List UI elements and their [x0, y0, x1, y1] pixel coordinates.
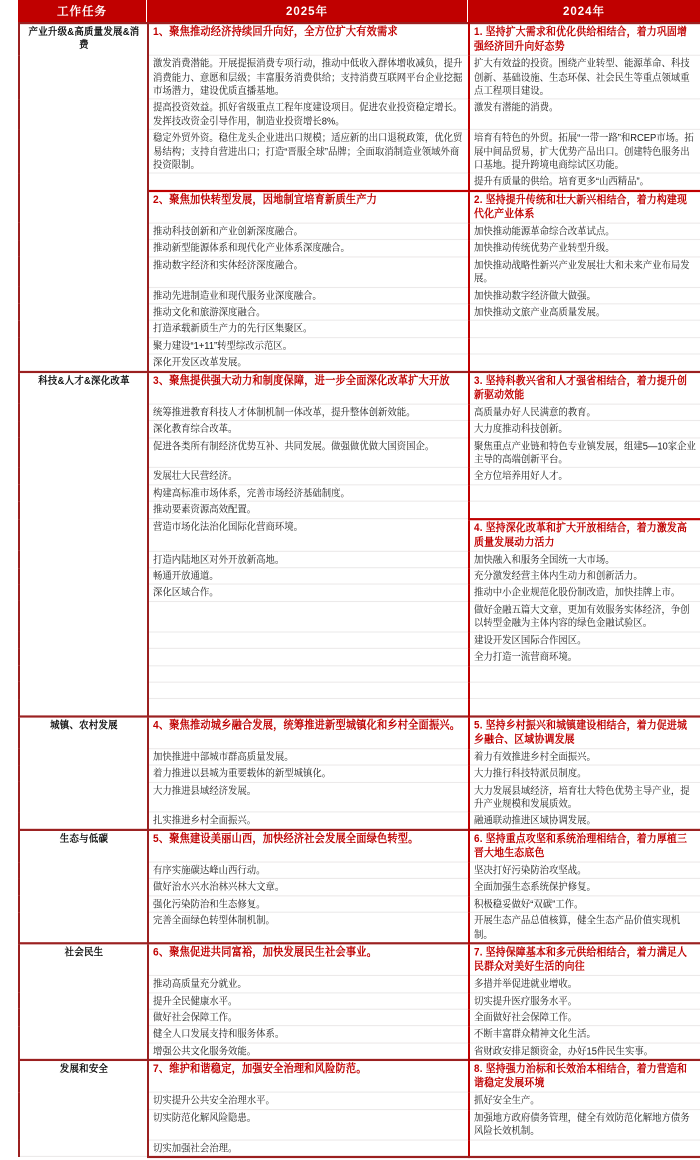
cell-2024-item: 切实提升医疗服务水平。: [469, 992, 700, 1009]
cell-2025-item: 统筹推进教育科技人才体制机制一体改革，提升整体创新效能。: [148, 404, 469, 421]
header-task-column: 工作任务: [18, 0, 147, 22]
cell-2024-item: 加快推动传统优势产业转型升级。: [469, 240, 700, 257]
cell-2024-item: 充分激发经营主体内生动力和创新活力。: [469, 568, 700, 585]
table-header-row: [0, 0, 700, 22]
cell-2024-item: 全面做好社会保障工作。: [469, 1009, 700, 1026]
cell-2025-item: 扎实推进乡村全面振兴。: [148, 812, 469, 829]
cell-2025-item: 深化开发区改革发展。: [148, 354, 469, 371]
header-left-gutter: [0, 0, 18, 22]
cell-2025-item: 提高投资效益。抓好省级重点工程年度建设项目。促进农业投资稳定增长。发挥技改资金引导作用，制造业投资增长8%。: [148, 99, 469, 129]
cell-2024-item: 培育有特色的外贸。拓展“一带一路”和RCEP市场。拓展中间品贸易，扩大优势产品出口。创建特色服务出口基地。提升跨境电商综试区功能。: [469, 130, 700, 174]
cell-2024-heading: 8. 坚持强力治标和长效治本相结合，着力营造和谐稳定发展环境: [469, 1060, 700, 1092]
cell-2024-item: 开展生态产品总值核算，健全生态产品价值实现机制。: [469, 912, 700, 943]
table-row: [19, 1060, 700, 1092]
cell-2024-item: 着力有效推进乡村全面振兴。: [469, 748, 700, 765]
table-row: [19, 943, 700, 975]
cell-2025-item: 做好社会保障工作。: [148, 1009, 469, 1026]
cell-2025-empty: [148, 173, 469, 190]
cell-2024-empty: [469, 501, 700, 518]
cell-2025-item: 发展壮大民营经济。: [148, 468, 469, 485]
cell-2024-item: 激发有潜能的消费。: [469, 99, 700, 129]
cell-2025-item: 大力推进县域经济发展。: [148, 782, 469, 812]
cell-2024-item: 加快融入和服务全国统一大市场。: [469, 551, 700, 568]
cell-2025-item: 打造承载新质生产力的先行区集聚区。: [148, 321, 469, 338]
cell-2025-item: 促进各类所有制经济优势互补、共同发展。做强做优做大国资国企。: [148, 437, 469, 467]
cell-2024-heading: 1. 坚持扩大需求和优化供给相结合，着力巩固增强经济回升向好态势: [469, 23, 700, 55]
cell-2025-item: 有序实施碳达峰山西行动。: [148, 862, 469, 879]
category-label: 科技&人才&深化改革: [19, 372, 148, 717]
cell-2025-item: 激发消费潜能。开展提振消费专项行动，推动中低收入群体增收减负，提升消费能力、意愿和层级；丰富服务消费供给；支持消费互联网平台企业挖掘市场潜力，建设优质直播基地。: [148, 55, 469, 99]
cell-2024-item: 加强地方政府债务管理，健全有效防范化解地方债务风险长效机制。: [469, 1109, 700, 1139]
category-label: 产业升级&高质量发展&消费: [19, 23, 148, 371]
cell-2024-heading: 2. 坚持提升传统和壮大新兴相结合，着力构建现代化产业体系: [469, 191, 700, 223]
table-row: [19, 830, 700, 862]
cell-2025-heading: 1、聚焦推动经济持续回升向好，全方位扩大有效需求: [148, 23, 469, 55]
cell-2025-item: 推动先进制造业和现代服务业深度融合。: [148, 287, 469, 304]
cell-2025-empty: [148, 648, 469, 665]
table-row: [19, 372, 700, 404]
cell-2025-item: 切实加强社会治理。: [148, 1140, 469, 1157]
cell-2025-item: 提升全民健康水平。: [148, 992, 469, 1009]
category-label: 发展和安全: [19, 1060, 148, 1157]
cell-2024-heading: 6. 坚持重点攻坚和系统治理相结合，着力厚植三晋大地生态底色: [469, 830, 700, 862]
cell-2025-item: 推动新型能源体系和现代化产业体系深度融合。: [148, 240, 469, 257]
cell-2025-empty: [148, 699, 469, 716]
table-row: [19, 23, 700, 55]
header-2025-column: 2025年: [147, 0, 468, 22]
cell-2025-item: 深化区域合作。: [148, 585, 469, 602]
cell-2024-item: 扩大有效益的投资。围绕产业转型、能源革命、科技创新、基础设施、生态环保、社会民生等重点领域重点工程项目建设。: [469, 55, 700, 99]
cell-2025-heading: 6、聚焦促进共同富裕，加快发展民生社会事业。: [148, 943, 469, 975]
cell-2025-item: 健全人口发展支持和服务体系。: [148, 1026, 469, 1043]
cell-2025-item: 畅通开放通道。: [148, 568, 469, 585]
cell-2024-item: 坚决打好污染防治攻坚战。: [469, 862, 700, 879]
cell-2024-item: 加快推动战略性新兴产业发展壮大和未来产业布局发展。: [469, 257, 700, 287]
cell-2024-item: 大力发展县域经济，培育壮大特色优势主导产业，提升产业规模和发展质效。: [469, 782, 700, 812]
cell-2024-empty: [469, 485, 700, 502]
cell-2024-item: 大力度推动科技创新。: [469, 421, 700, 438]
header-2024-column: 2024年: [468, 0, 700, 22]
cell-2024-item: 提升有质量的供给。培育更多“山西精品”。: [469, 173, 700, 190]
cell-2024-item: 多措并举促进就业增收。: [469, 976, 700, 993]
cell-2025-item: 强化污染防治和生态修复。: [148, 896, 469, 913]
cell-2025-empty: [148, 682, 469, 699]
cell-2024-item: 全面加强生态系统保护修复。: [469, 879, 700, 896]
cell-2024-item: 建设开发区国际合作园区。: [469, 632, 700, 649]
cell-2025-empty: [148, 665, 469, 682]
cell-2024-item: 推动中小企业规范化股份制改造，加快挂牌上市。: [469, 585, 700, 602]
cell-2024-item: 不断丰富群众精神文化生活。: [469, 1026, 700, 1043]
cell-2024-heading: 5. 坚持乡村振兴和城镇建设相结合，着力促进城乡融合、区域协调发展: [469, 716, 700, 748]
category-label: 城镇、农村发展: [19, 716, 148, 830]
cell-2024-heading: 4. 坚持深化改革和扩大开放相结合，着力激发高质量发展动力活力: [469, 519, 700, 551]
cell-2025-item: 推动要素资源高效配置。: [148, 501, 469, 518]
cell-2024-empty: [469, 682, 700, 699]
cell-2024-heading: 3. 坚持科教兴省和人才强省相结合，着力提升创新驱动效能: [469, 372, 700, 404]
cell-2024-empty: [469, 1140, 700, 1157]
cell-2024-item: 省财政安排足额资金，办好15件民生实事。: [469, 1043, 700, 1060]
cell-2025-item: 聚力建设“1+11”转型综改示范区。: [148, 337, 469, 354]
cell-2024-empty: [469, 699, 700, 716]
cell-2024-item: 加快推动文旅产业高质量发展。: [469, 304, 700, 321]
cell-2025-item: 营造市场化法治化国际化营商环境。: [148, 519, 469, 551]
cell-2024-item: 抓好安全生产。: [469, 1092, 700, 1109]
cell-2025-heading: 2、聚焦加快转型发展，因地制宜培育新质生产力: [148, 191, 469, 223]
cell-2025-item: 打造内陆地区对外开放新高地。: [148, 551, 469, 568]
cell-2025-empty: [148, 601, 469, 631]
cell-2024-item: 加快推动数字经济做大做强。: [469, 287, 700, 304]
cell-2025-item: 推动高质量充分就业。: [148, 976, 469, 993]
category-label: 生态与低碳: [19, 830, 148, 944]
cell-2025-empty: [148, 632, 469, 649]
cell-2025-heading: 5、聚焦建设美丽山西，加快经济社会发展全面绿色转型。: [148, 830, 469, 862]
cell-2025-item: 深化教育综合改革。: [148, 421, 469, 438]
cell-2025-item: 稳定外贸外资。稳住龙头企业进出口规模；适应新的出口退税政策，优化贸易结构；支持自营进出口；打造“晋服全球”品牌；全面取消制造业领域外商投资限制。: [148, 130, 469, 174]
cell-2024-item: 大力推行科技特派员制度。: [469, 765, 700, 782]
cell-2024-item: 聚焦重点产业链和特色专业镇发展，组建5—10家企业主导的高端创新平台。: [469, 437, 700, 467]
cell-2025-item: 构建高标准市场体系，完善市场经济基础制度。: [148, 485, 469, 502]
cell-2025-heading: 4、聚焦推动城乡融合发展，统筹推进新型城镇化和乡村全面振兴。: [148, 716, 469, 748]
cell-2025-item: 切实防范化解风险隐患。: [148, 1109, 469, 1139]
cell-2024-item: 积极稳妥做好“双碳”工作。: [469, 896, 700, 913]
cell-2025-heading: 7、维护和谐稳定，加强安全治理和风险防范。: [148, 1060, 469, 1092]
table-row: [19, 716, 700, 748]
cell-2025-item: 加快推进中部城市群高质量发展。: [148, 748, 469, 765]
cell-2024-item: 全力打造一流营商环境。: [469, 648, 700, 665]
cell-2025-item: 推动文化和旅游深度融合。: [148, 304, 469, 321]
cell-2024-heading: 7. 坚持保障基本和多元供给相结合，着力满足人民群众对美好生活的向往: [469, 943, 700, 975]
cell-2024-item: 高质量办好人民满意的教育。: [469, 404, 700, 421]
cell-2024-empty: [469, 321, 700, 338]
cell-2025-item: 切实提升公共安全治理水平。: [148, 1092, 469, 1109]
cell-2025-item: 着力推进以县城为重要载体的新型城镇化。: [148, 765, 469, 782]
cell-2024-empty: [469, 354, 700, 371]
cell-2025-heading: 3、聚焦提供强大动力和制度保障，进一步全面深化改革扩大开放: [148, 372, 469, 404]
cell-2025-item: 增强公共文化服务效能。: [148, 1043, 469, 1060]
cell-2025-item: 推动数字经济和实体经济深度融合。: [148, 257, 469, 287]
cell-2024-item: 融通联动推进区域协调发展。: [469, 812, 700, 829]
cell-2024-item: 全方位培养用好人才。: [469, 468, 700, 485]
cell-2025-item: 做好治水兴水治林兴林大文章。: [148, 879, 469, 896]
cell-2024-item: 做好金融五篇大文章，更加有效服务实体经济，争创以转型金融为主体内容的绿色金融试验区。: [469, 601, 700, 631]
cell-2025-item: 推动科技创新和产业创新深度融合。: [148, 223, 469, 240]
cell-2024-empty: [469, 665, 700, 682]
cell-2024-item: 加快推动能源革命综合改革试点。: [469, 223, 700, 240]
cell-2025-item: 完善全面绿色转型体制机制。: [148, 912, 469, 943]
cell-2024-empty: [469, 337, 700, 354]
category-label: 社会民生: [19, 943, 148, 1060]
comparison-table: [18, 22, 700, 1158]
